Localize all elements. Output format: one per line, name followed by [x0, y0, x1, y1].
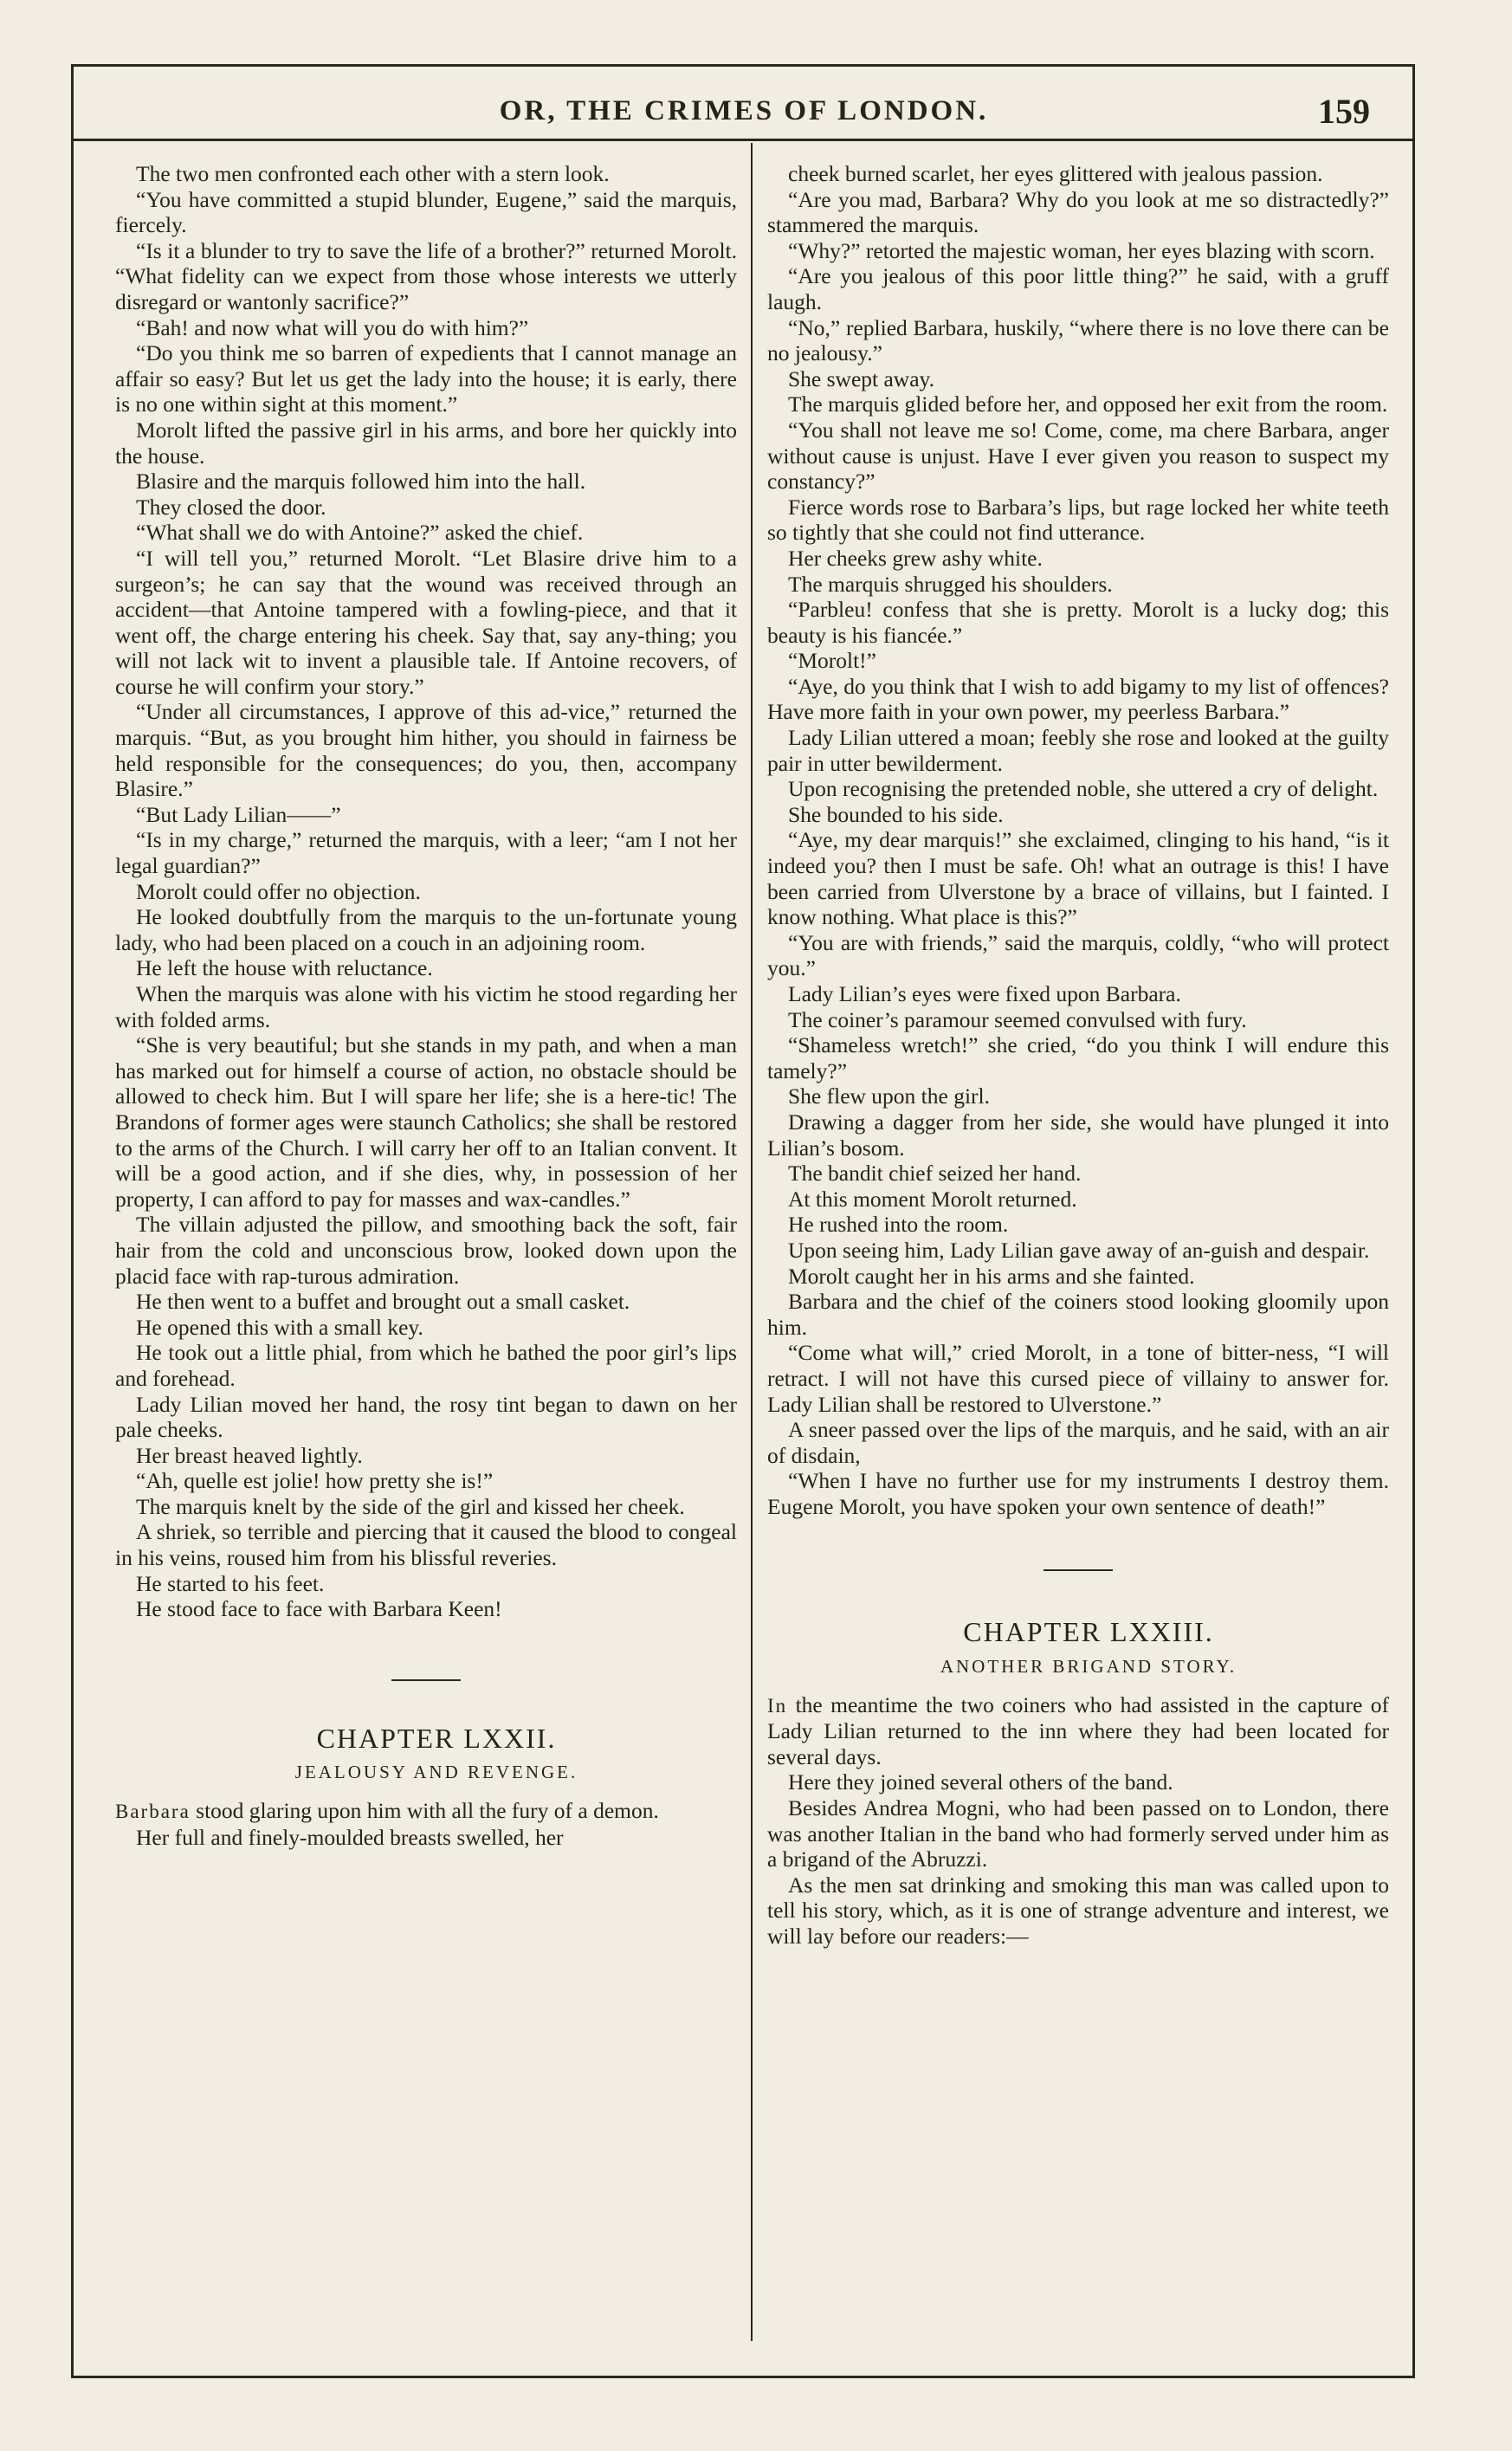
paragraph: “Aye, my dear marquis!” she exclaimed, clinging to his hand, “is it indeed you? then I must be safe. Oh! what an outrage is this! I have been carried from Ulverstone by a brace of villains, but I fainted. I know nothing. What place is this?” [767, 827, 1389, 930]
paragraph: “Aye, do you think that I wish to add bigamy to my list of offences? Have more faith in your own power, my peerless Barbara.” [767, 673, 1389, 725]
paragraph: A shriek, so terrible and piercing that it caused the blood to congeal in his veins, roused him from his blissful reveries. [115, 1519, 737, 1571]
paragraph: He opened this with a small key. [136, 1314, 423, 1340]
paragraph: Barbara and the chief of the coiners stood looking gloomily upon him. [767, 1289, 1389, 1340]
paragraph: Fierce words rose to Barbara’s lips, but rage locked her white teeth so tightly that she could not find utterance. [767, 494, 1389, 546]
chapter-heading: CHAPTER LXXIII. [963, 1616, 1214, 1648]
paragraph: The marquis knelt by the side of the girl and kissed her cheek. [136, 1493, 685, 1519]
paragraph: The marquis shrugged his shoulders. [788, 571, 1113, 597]
paragraph: At this moment Morolt returned. [788, 1186, 1077, 1212]
chapter-opening-paragraph [767, 1692, 1389, 1770]
page-number: 159 [1318, 92, 1370, 131]
paragraph: “Ah, quelle est jolie! how pretty she is!” [136, 1468, 494, 1494]
paragraph: He then went to a buffet and brought out a small casket. [136, 1289, 630, 1315]
paragraph: The villain adjusted the pillow, and smoothing back the soft, fair hair from the cold and unconscious brow, looked down upon the placid face with rap-turous admiration. [115, 1212, 737, 1289]
paragraph: The two men confronted each other with a stern look. [136, 161, 610, 186]
paragraph: The marquis glided before her, and opposed her exit from the room. [788, 391, 1388, 417]
chapter-subtitle: ANOTHER BRIGAND STORY. [940, 1656, 1237, 1678]
paragraph: “Bah! and now what will you do with him?” [136, 314, 529, 340]
paragraph: “Is it a blunder to try to save the life of a brother?” returned Morolt. “What fidelity can we expect from those whose interests we utterly disregard or wantonly sacrifice?” [115, 237, 737, 314]
paragraph: He stood face to face with Barbara Keen! [136, 1596, 502, 1622]
paragraph: They closed the door. [136, 494, 326, 520]
paragraph: He rushed into the room. [788, 1212, 1009, 1238]
paragraph: Drawing a dagger from her side, she would have plunged it into Lilian’s bosom. [767, 1109, 1389, 1161]
paragraph: “No,” replied Barbara, huskily, “where there is no love there can be no jealousy.” [767, 314, 1389, 366]
paragraph: As the men sat drinking and smoking this man was called upon to tell his story, which, as it is one of strange adventure and interest, we will lay before our readers:— [767, 1872, 1389, 1949]
paragraph: She bounded to his side. [788, 801, 1004, 827]
chapter-first-text: stood glaring upon him with all the fury of a demon. [190, 1798, 659, 1824]
paragraph: Morolt could offer no objection. [136, 878, 421, 904]
paragraph: A sneer passed over the lips of the marquis, and he said, with an air of disdain, [767, 1417, 1389, 1468]
left-column [115, 161, 737, 1850]
paragraph: Besides Andrea Mogni, who had been passed on to London, there was another Italian in the band who had formerly served under him as a brigand of the Abruzzi. [767, 1795, 1389, 1872]
paragraph: Morolt lifted the passive girl in his arms, and bore her quickly into the house. [115, 417, 737, 469]
chapter-first-word: Barbara [115, 1801, 191, 1823]
chapter-first-text: the meantime the two coiners who had assisted in the capture of Lady Lilian returned to the inn where they had been located for several days. [767, 1691, 1389, 1769]
paragraph: “Do you think me so barren of expedients that I cannot manage an affair so easy? But let us get the lady into the house; it is early, there is no one within sight at this moment.” [115, 340, 737, 417]
paragraph: “Are you mad, Barbara? Why do you look at me so distractedly?” stammered the marquis. [767, 186, 1389, 238]
paragraph: “You shall not leave me so! Come, come, ma chere Barbara, anger without cause is unjust. Have I ever given you reason to suspect my constancy?” [767, 417, 1389, 495]
paragraph: “Shameless wretch!” she cried, “do you think I will endure this tamely?” [767, 1032, 1389, 1083]
paragraph: “You have committed a stupid blunder, Eugene,” said the marquis, fiercely. [115, 186, 737, 238]
paragraph: Her full and finely-moulded breasts swelled, her [136, 1824, 564, 1850]
chapter-heading: CHAPTER LXXII. [316, 1722, 557, 1754]
paragraph: “Why?” retorted the majestic woman, her eyes blazing with scorn. [788, 237, 1375, 263]
paragraph: “Come what will,” cried Morolt, in a tone of bitter-ness, “I will retract. I will not have this cursed piece of villainy to answer for. Lady Lilian shall be restored to Ulverstone.” [767, 1340, 1389, 1417]
paragraph: He started to his feet. [136, 1570, 325, 1596]
paragraph: Morolt caught her in his arms and she fainted. [788, 1263, 1195, 1289]
page-header [73, 78, 1415, 156]
right-column [767, 161, 1389, 1950]
paragraph: “I will tell you,” returned Morolt. “Let Blasire drive him to a surgeon’s; he can say that the wound was received through an accident—that Antoine tampered with a fowling-piece, and that it went off, the charge entering his cheek. Say that, say any-thing; you will not lack wit to invent a plausible tale. If Antoine recovers, of course he will confirm your story.” [115, 545, 737, 699]
paragraph: He took out a little phial, from which he bathed the poor girl’s lips and forehead. [115, 1340, 737, 1391]
paragraph: When the marquis was alone with his victim he stood regarding her with folded arms. [115, 981, 737, 1032]
paragraph: She swept away. [788, 365, 935, 391]
paragraph: “You are with friends,” said the marquis, coldly, “who will protect you.” [767, 929, 1389, 981]
chapter-opening-paragraph [115, 1798, 737, 1825]
paragraph: Blasire and the marquis followed him into the hall. [136, 469, 586, 495]
paragraph: “When I have no further use for my instruments I destroy them. Eugene Morolt, you have spoken your own sentence of death!” [767, 1468, 1389, 1519]
paragraph: Lady Lilian uttered a moan; feebly she rose and looked at the guilty pair in utter bewilderment. [767, 725, 1389, 776]
right-chapter-text [767, 1769, 1389, 1949]
paragraph: “Are you jealous of this poor little thing?” he said, with a gruff laugh. [767, 263, 1389, 314]
paragraph: The bandit chief seized her hand. [788, 1161, 1082, 1187]
paragraph: Upon recognising the pretended noble, she uttered a cry of delight. [788, 776, 1379, 802]
paragraph: “Under all circumstances, I approve of this ad-vice,” returned the marquis. “But, as you brought him hither, you should in fairness be held responsible for the consequences; do you, then, accompany Blasire.” [115, 699, 737, 802]
left-chapter-text [115, 1825, 737, 1851]
paragraph: Her breast heaved lightly. [136, 1442, 363, 1468]
paragraph: “Parbleu! confess that she is pretty. Morolt is a lucky dog; this beauty is his fiancée.” [767, 597, 1389, 648]
paragraph: Here they joined several others of the band. [788, 1769, 1173, 1795]
left-text-block [115, 161, 737, 1622]
paragraph: “But Lady Lilian——” [136, 801, 341, 827]
header-rule [73, 139, 1413, 141]
paragraph: He looked doubtfully from the marquis to the un-fortunate young lady, who had been placed on a couch in an adjoining room. [115, 904, 737, 955]
paragraph: “She is very beautiful; but she stands in my path, and when a man has marked out for himself a course of action, no obstacle should be allowed to check him. But I will spare her life; she is a here-tic! The Brandons of former ages were staunch Catholics; she shall be restored to the arms of the Church. I will carry her off to an Italian convent. It will be a good action, and if she dies, why, in possession of her property, I can afford to pay for masses and wax-candles.” [115, 1032, 737, 1212]
paragraph: He left the house with reluctance. [136, 955, 433, 981]
paragraph: The coiner’s paramour seemed convulsed with fury. [788, 1006, 1247, 1032]
paragraph: “What shall we do with Antoine?” asked the chief. [136, 520, 584, 546]
chapter-subtitle: JEALOUSY AND REVENGE. [294, 1762, 578, 1783]
paragraph: She flew upon the girl. [788, 1083, 990, 1109]
column-divider [751, 143, 753, 2341]
right-text-block [767, 161, 1389, 1519]
paragraph: cheek burned scarlet, her eyes glittered with jealous passion. [788, 161, 1323, 186]
paragraph: Her cheeks grew ashy white. [788, 545, 1043, 571]
paragraph: “Morolt!” [788, 648, 876, 674]
paragraph: Lady Lilian’s eyes were fixed upon Barbara. [788, 981, 1181, 1006]
paragraph: “Is in my charge,” returned the marquis, with a leer; “am I not her legal guardian?” [115, 827, 737, 879]
chapter-first-word: In [767, 1694, 788, 1717]
running-title: OR, THE CRIMES OF LONDON. [499, 95, 989, 126]
paragraph: Lady Lilian moved her hand, the rosy tint began to dawn on her pale cheeks. [115, 1391, 737, 1443]
paragraph: Upon seeing him, Lady Lilian gave away of an-guish and despair. [788, 1237, 1370, 1263]
